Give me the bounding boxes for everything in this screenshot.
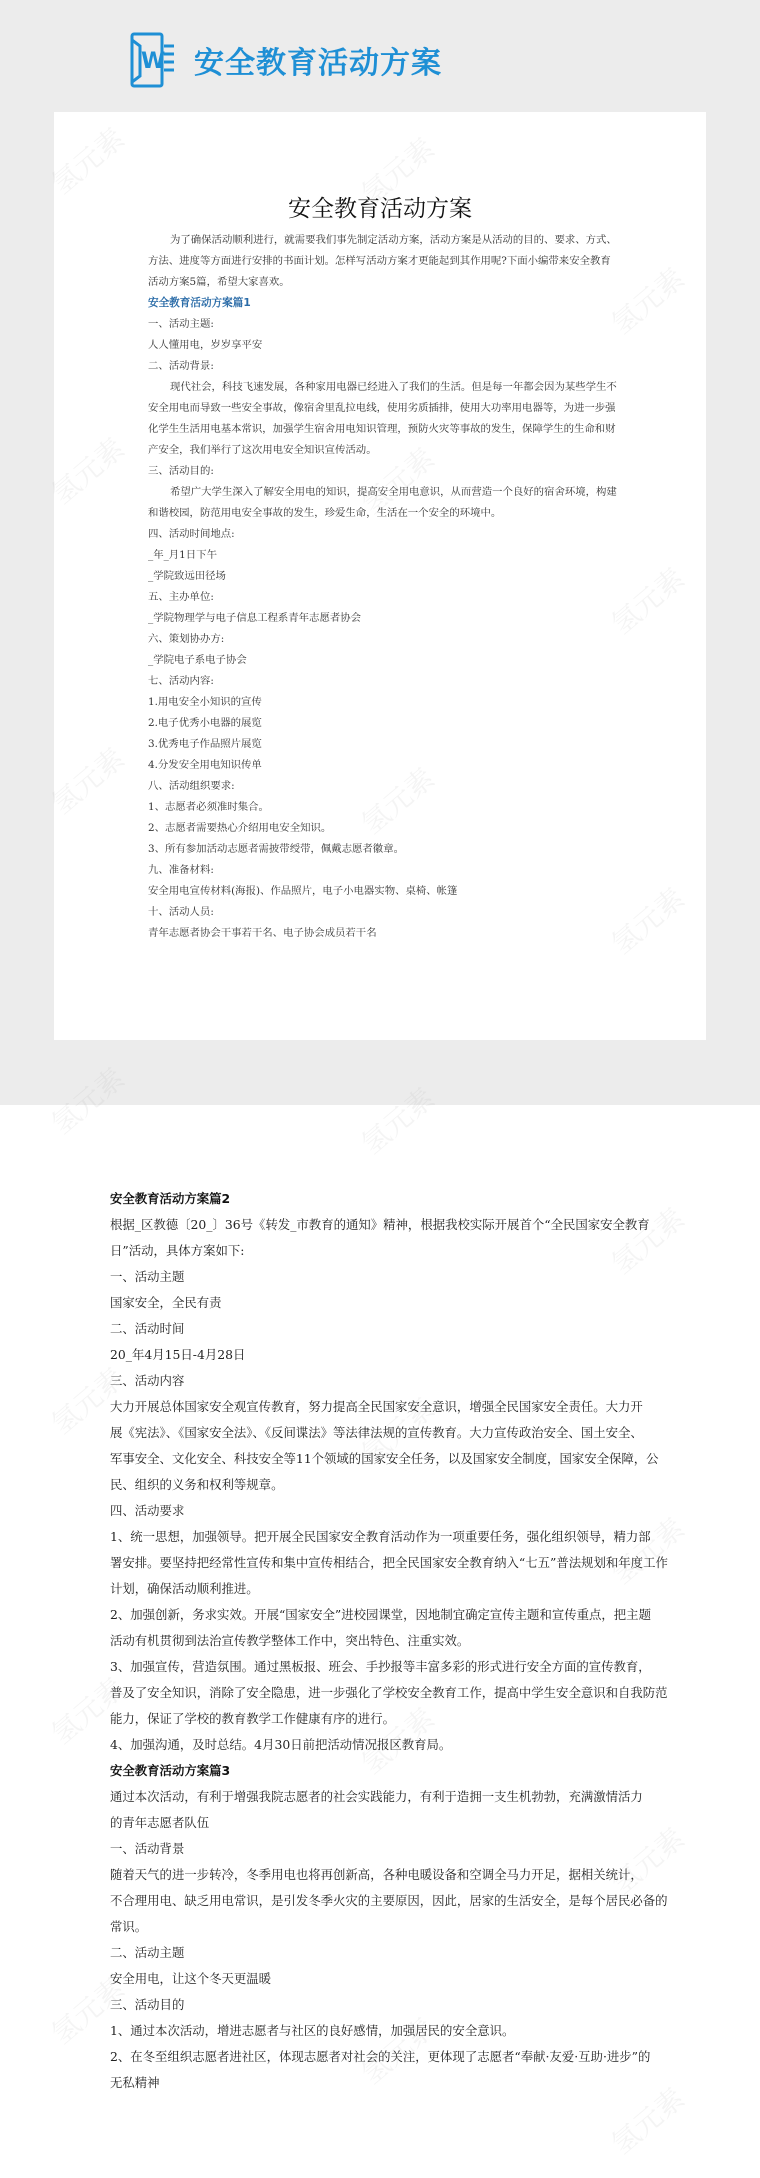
body-line: 六、策划协办方: <box>148 633 225 645</box>
body-line: 希望广大学生深入了解安全用电的知识，提高安全用电意识，从而营造一个良好的宿舍环境，构建 <box>170 486 617 498</box>
body-line: 常识。 <box>110 1919 148 1934</box>
body-line: 十、活动人员: <box>148 906 214 918</box>
body-line: 1.用电安全小知识的宣传 <box>148 696 262 708</box>
svg-text:W: W <box>141 49 166 74</box>
watermark: 氢元素 <box>355 1701 441 1781</box>
body-line: 安全用电宣传材料(海报)、作品照片，电子小电器实物、桌椅、帐篷 <box>148 885 458 897</box>
watermark: 氢元素 <box>355 1391 441 1471</box>
header-title: 安全教育活动方案 <box>194 46 442 81</box>
body-line: 化学生生活用电基本常识，加强学生宿舍用电知识管理，预防火灾等事故的发生，保障学生的生命和财 <box>148 423 616 435</box>
body-line: 九、准备材料: <box>148 864 214 876</box>
body-line: 根据_区教德〔20_〕36号《转发_市教育的通知》精神，根据我校实际开展首个“全民国家安全教育 <box>110 1217 650 1232</box>
body-line: _学院电子系电子协会 <box>148 654 247 666</box>
body-line: 随着天气的进一步转冷，冬季用电也将再创新高，各种电暖设备和空调全马力开足，据相关统计， <box>110 1867 643 1882</box>
body-line: 二、活动主题 <box>110 1945 185 1960</box>
body-line: 不合理用电、缺乏用电常识，是引发冬季火灾的主要原因，因此，居家的生活安全，是每个居民必备的 <box>110 1893 668 1908</box>
body-line: 和谐校园，防范用电安全事故的发生，珍爱生命，生活在一个安全的环境中。 <box>148 507 502 519</box>
body-line: 四、活动时间地点: <box>148 528 235 540</box>
body-line: 展《宪法》、《国家安全法》、《反间谍法》等法律法规的宣传教育。大力宣传政治安全、国土安全、 <box>110 1425 643 1440</box>
body-line: 七、活动内容: <box>148 675 214 687</box>
body-line: 二、活动时间 <box>110 1321 185 1336</box>
body-line: _学院物理学与电子信息工程系青年志愿者协会 <box>148 612 362 624</box>
body-line: 一、活动主题 <box>110 1269 185 1284</box>
body-line: 4.分发安全用电知识传单 <box>148 759 262 771</box>
body-line: 一、活动主题: <box>148 318 214 330</box>
watermark: 氢元素 <box>45 1671 131 1751</box>
document-title: 安全教育活动方案 <box>288 196 472 222</box>
section-heading: 安全教育活动方案篇1 <box>148 297 251 309</box>
section-heading: 安全教育活动方案篇2 <box>110 1191 231 1206</box>
header <box>130 30 442 90</box>
body-line: 4、加强沟通，及时总结。4月30日前把活动情况报区教育局。 <box>110 1737 452 1752</box>
body-line: 军事安全、文化安全、科技安全等11个领域的国家安全任务，以及国家安全制度，国家安全保障，公 <box>110 1451 659 1466</box>
body-line: 1、志愿者必须准时集合。 <box>148 801 269 813</box>
body-line: 五、主办单位: <box>148 591 214 603</box>
body-line: 二、活动背景: <box>148 360 214 372</box>
body-line: 三、活动目的 <box>110 1997 185 2012</box>
body-line: 安全用电而导致一些安全事故，像宿舍里乱拉电线，使用劣质插排，使用大功率用电器等，为进一步强 <box>148 402 616 414</box>
body-line: _学院致远田径场 <box>148 570 226 582</box>
body-line: 2、志愿者需要热心介绍用电安全知识。 <box>148 822 332 834</box>
body-line: 日”活动，具体方案如下: <box>110 1243 245 1258</box>
intro-line: 方法、进度等方面进行安排的书面计划。怎样写活动方案才更能起到其作用呢?下面小编带来安全教育 <box>148 255 611 267</box>
body-line: 活动有机贯彻到法治宣传教学整体工作中，突出特色、注重实效。 <box>110 1633 470 1648</box>
watermark: 氢元素 <box>355 1081 441 1161</box>
body-line: 三、活动内容 <box>110 1373 185 1388</box>
watermark: 氢元素 <box>605 2081 691 2161</box>
body-line: 民、组织的义务和权利等规章。 <box>110 1477 284 1492</box>
body-line: 人人懂用电，岁岁享平安 <box>148 339 263 351</box>
body-line: 八、活动组织要求: <box>148 780 235 792</box>
document-page-1 <box>54 112 706 1040</box>
body-line: 安全用电，让这个冬天更温暖 <box>110 1971 272 1986</box>
body-line: 1、统一思想，加强领导。把开展全民国家安全教育活动作为一项重要任务，强化组织领导，精力部 <box>110 1529 651 1544</box>
body-line: 现代社会，科技飞速发展，各种家用电器已经进入了我们的生活。但是每一年都会因为某些学生不 <box>170 381 617 393</box>
body-line: 署安排。要坚持把经常性宣传和集中宣传相结合，把全民国家安全教育纳入“七五”普法规划和年度工作 <box>110 1555 668 1570</box>
body-line: 计划，确保活动顺利推进。 <box>110 1581 259 1596</box>
body-line: 国家安全，全民有责 <box>110 1295 222 1310</box>
body-line: 青年志愿者协会干事若干名、电子协会成员若干名 <box>148 927 377 939</box>
watermark: 氢元素 <box>605 1201 691 1281</box>
intro-line: 活动方案5篇，希望大家喜欢。 <box>148 276 290 288</box>
body-line: 产安全，我们举行了这次用电安全知识宣传活动。 <box>148 444 377 456</box>
body-line: 四、活动要求 <box>110 1503 185 1518</box>
body-line: 通过本次活动，有利于增强我院志愿者的社会实践能力，有利于造拥一支生机勃勃，充满激情活力 <box>110 1789 643 1804</box>
body-line: 3.优秀电子作品照片展览 <box>148 738 262 750</box>
body-line: 3、加强宣传，营造氛围。通过黑板报、班会、手抄报等丰富多彩的形式进行安全方面的宣传教育， <box>110 1659 651 1674</box>
page2-body <box>110 1186 670 2096</box>
watermark: 氢元素 <box>45 1361 131 1441</box>
body-line: 普及了安全知识，消除了安全隐患，进一步强化了学校安全教育工作，提高中学生安全意识和自我防范 <box>110 1685 668 1700</box>
body-line: 1、通过本次活动，增进志愿者与社区的良好感情，加强居民的安全意识。 <box>110 2023 515 2038</box>
body-line: 无私精神 <box>110 2075 160 2090</box>
watermark: 氢元素 <box>45 1971 131 2051</box>
intro-line: 为了确保活动顺利进行，就需要我们事先制定活动方案，活动方案是从活动的目的、要求、方式、 <box>170 234 617 246</box>
body-line: 一、活动背景 <box>110 1841 185 1856</box>
body-line: 能力，保证了学校的教育教学工作健康有序的进行。 <box>110 1711 395 1726</box>
body-line: 大力开展总体国家安全观宣传教育，努力提高全民国家安全意识，增强全民国家安全责任。大力开 <box>110 1399 643 1414</box>
watermark: 氢元素 <box>605 1511 691 1591</box>
body-line: 三、活动目的: <box>148 465 214 477</box>
watermark: 氢元素 <box>355 2011 441 2091</box>
body-line: 2.电子优秀小电器的展览 <box>148 717 262 729</box>
section-heading: 安全教育活动方案篇3 <box>110 1763 231 1778</box>
body-line: 2、在冬至组织志愿者进社区，体现志愿者对社会的关注，更体现了志愿者“奉献·友爱·互助·进步”的 <box>110 2049 651 2064</box>
word-doc-icon <box>130 32 176 88</box>
body-line: 20_年4月15日-4月28日 <box>110 1347 246 1362</box>
body-line: 2、加强创新，务求实效。开展“国家安全”进校园课堂，因地制宜确定宣传主题和宣传重点，把主题 <box>110 1607 651 1622</box>
watermark: 氢元素 <box>605 1821 691 1901</box>
body-line: _年_月1日下午 <box>148 549 217 561</box>
body-line: 3、所有参加活动志愿者需披带绶带，佩戴志愿者徽章。 <box>148 843 404 855</box>
body-line: 的青年志愿者队伍 <box>110 1815 210 1830</box>
page1-body <box>148 230 688 944</box>
